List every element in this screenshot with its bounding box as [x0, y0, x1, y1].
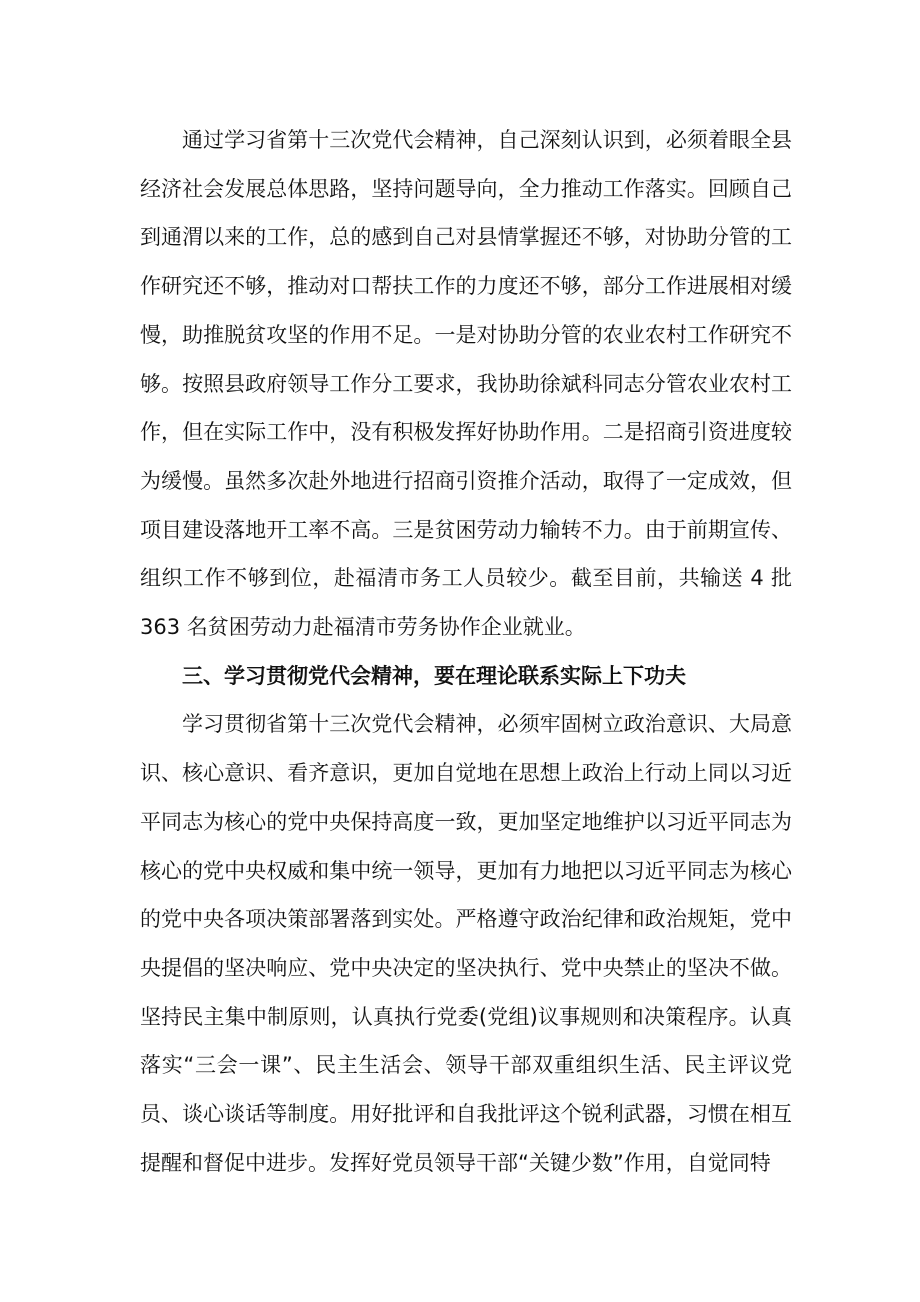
document-page [140, 116, 792, 1187]
body-paragraph-2: 学习贯彻省第十三次党代会精神，必须牢固树立政治意识、大局意识、核心意识、看齐意识，更加自觉地在思想上政治上行动上同以习近平同志为核心的党中央保持高度一致，更加坚定地维护以习近平同志为核心的党中央权威和集中统一领导，更加有力地把以习近平同志为核心的党中央各项决策部署落到实处。严格遵守政治纪律和政治规矩，党中央提倡的坚决响应、党中央决定的坚决执行、党中央禁止的坚决不做。坚持民主集中制原则，认真执行党委(党组)议事规则和决策程序。认真落实“三会一课”、民主生活会、领导干部双重组织生活、民主评议党员、谈心谈话等制度。用好批评和自我批评这个锐利武器，习惯在相互提醒和督促中进步。发挥好党员领导干部“关键少数”作用，自觉同特 [140, 712, 792, 1175]
body-paragraph-1: 通过学习省第十三次党代会精神，自己深刻认识到，必须着眼全县经济社会发展总体思路，坚持问题导向，全力推动工作落实。回顾自己到通渭以来的工作，总的感到自己对县情掌握还不够，对协助分管的工作研究还不够，推动对口帮扶工作的力度还不够，部分工作进展相对缓慢，助推脱贫攻坚的作用不足。一是对协助分管的农业农村工作研究不够。按照县政府领导工作分工要求，我协助徐斌科同志分管农业农村工作，但在实际工作中，没有积极发挥好协助作用。二是招商引资进度较为缓慢。虽然多次赴外地进行招商引资推介活动，取得了一定成效，但项目建设落地开工率不高。三是贫困劳动力输转不力。由于前期宣传、组织工作不够到位，赴福清市务工人员较少。截至目前，共输送 4 批 363 名贫困劳动力赴福清市劳务协作企业就业。 [140, 128, 792, 640]
section-heading-3: 三、学习贯彻党代会精神，要在理论联系实际上下功夫 [182, 663, 686, 688]
